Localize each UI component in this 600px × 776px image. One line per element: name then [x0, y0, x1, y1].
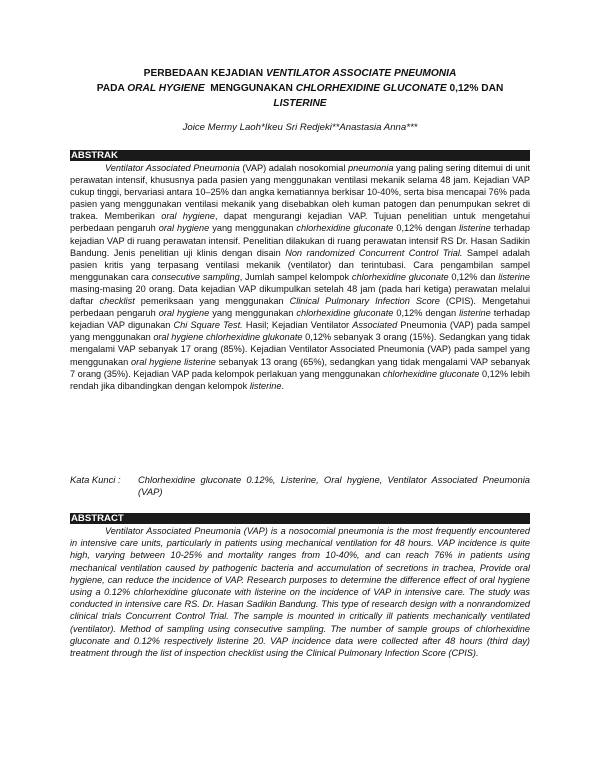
title-line-3: LISTERINE — [273, 98, 327, 109]
abstract-paragraph: Ventilator Associated Pneumonia (VAP) is a nosocomial pneumonia is the most frequently encountered in intensive care units, particularly in patients using mechanical ventilation for 48 hours. VAP incidence is quite high, varying between 10-25% and mortality ranges from 10-40%, and can reach 76% in patients using mechanical ventilation caused by pathogenic bacteria and accumulation of secretions in trachea, Provide oral hygiene, can reduce the incidence of VAP. Research purposes to determine the difference effect of oral hygiene using a 0.12% chlorhexidine gluconate with listerine on the incidence of VAP in intensive care. The study was conducted in intensive care RS. Dr. Hasan Sadikin Bandung. This type of research design with a nonrandomized clinical trials Concurrent Control Trial. The sample is mounted in critically ill patients mechanically ventilated (ventilator). Method of sampling using consecutive sampling. The number of sample groups of chlorhexidine gluconate and 0.12% respectively listerine 20. VAP incidence data were collected after 48 hours (third day) treatment through the list of inspection checklist using the Clinical Pulmonary Infection Score (CPIS). — [70, 526, 530, 659]
title-line-1: PERBEDAAN KEJADIAN VENTILATOR ASSOCIATE PNEUMONIA — [143, 68, 457, 79]
title-line-2: PADA ORAL HYGIENE MENGGUNAKAN CHLORHEXIDINE GLUCONATE 0,12% DAN — [96, 83, 504, 94]
abstrak-body — [70, 162, 530, 392]
abstract-body — [70, 525, 530, 659]
abstract-heading: ABSTRACT — [70, 513, 530, 524]
keywords-label: Kata Kunci : — [70, 474, 121, 485]
abstrak-paragraph: Ventilator Associated Pneumonia (VAP) adalah nosokomial pneumonia yang paling sering ditemui di unit perawatan intensif, khususnya pada pasien yang menggunakan ventilasi mekanik selama 48 jam. Kejadian VAP cukup tinggi, bervariasi antara 10–25% dan angka kematiannya berkisar 10-40%, serta bisa mencapai 76% pada pasien yang menggunakan ventilasi mekanik yang disebabkan oleh kuman patogen dan penumpukan sekret di trakea. Memberikan oral hygiene, dapat mengurangi kejadian VAP. Tujuan penelitian untuk mengetahui perbedaan pengaruh oral hygiene yang menggunakan chlorhexidine gluconate 0,12% dengan listerine terhadap kejadian VAP di ruang perawatan intensif. Penelitian dilakukan di ruang perawatan intensif RS Dr. Hasan Sadikin Bandung. Jenis penelitian uji klinis dengan disain Non randomized Concurrent Control Trial. Sampel adalah pasien kritis yang terpasang ventilasi mekanik (ventilator) dan terintubasi. Cara pengambilan sampel menggunakan cara consecutive sampling, Jumlah sampel kelompok chlorhexidine gluconate 0,12% dan listerine masing-masing 20 orang. Data kejadian VAP dikumpulkan setelah 48 jam (pada hari ketiga) perawatan melalui daftar checklist pemeriksaan yang menggunakan Clinical Pulmonary Infection Score (CPIS). Mengetahui perbedaan pengaruh oral hygiene yang menggunakan chlorhexidine gluconate 0,12% dengan listerine terhadap kejadian VAP digunakan Chi Square Test. Hasil; Kejadian Ventilator Associated Pneumonia (VAP) pada sampel yang menggunakan oral hygiene chlorhexidine glukonate 0,12% sebanyak 3 orang (15%). Sedangkan yang tidak mengalami VAP sebanyak 17 orang (85%). Kejadian Ventilator Associated Pneumonia (VAP) pada sampel yang menggunakan oral hygiene listerine sebanyak 13 orang (65%), sedangkan yang tidak mengalami VAP sebanyak 7 orang (35%). Kejadian VAP pada kelompok perlakuan yang menggunakan chlorhexidine gluconate 0,12% lebih rendah jika dibandingkan dengan kelompok listerine. — [70, 163, 531, 391]
keywords-text: Chlorhexidine gluconate 0.12%, Listerine, Oral hygiene, Ventilator Associated Pneumonia (VAP) — [138, 474, 530, 497]
keywords — [70, 474, 530, 498]
authors: Joice Mermy Laoh*Ikeu Sri Redjeki**Anastasia Anna*** — [182, 122, 418, 133]
abstrak-heading: ABSTRAK — [70, 150, 530, 161]
paper-title — [70, 66, 530, 111]
